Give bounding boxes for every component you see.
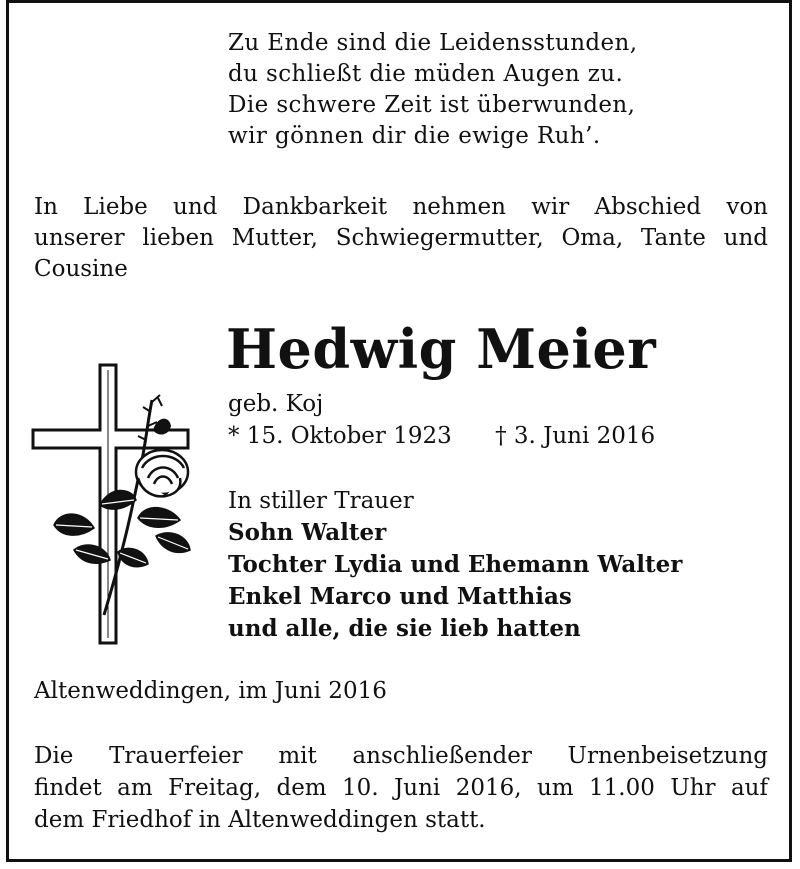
funeral-line: Die Trauerfeier mit anschließender Urnenbeisetzung [34, 743, 768, 769]
place-date: Altenweddingen, im Juni 2016 [34, 678, 387, 704]
intro-text [34, 192, 768, 285]
deceased-name: Hedwig Meier [226, 317, 657, 381]
mourner-line: und alle, die sie lieb hatten [228, 615, 581, 642]
mourners-intro: In stiller Trauer [228, 488, 414, 514]
intro-line: Cousine [34, 256, 128, 282]
birth-name: geb. Koj [228, 391, 324, 417]
funeral-line: dem Friedhof in Altenweddingen statt. [34, 807, 486, 833]
mourner-line: Sohn Walter [228, 519, 387, 546]
mourners [228, 485, 682, 645]
cross-with-rose-icon [30, 360, 200, 650]
death-date: † 3. Juni 2016 [495, 423, 656, 449]
funeral-line: findet am Freitag, dem 10. Juni 2016, um 11.00 Uhr auf [34, 775, 768, 801]
life-dates [228, 421, 655, 452]
poem-line: du schließt die müden Augen zu. [228, 61, 624, 87]
poem [228, 28, 637, 152]
intro-line: unserer lieben Mutter, Schwiegermutter, Oma, Tante und [34, 225, 768, 251]
poem-line: wir gönnen dir die ewige Ruh’. [228, 123, 601, 149]
poem-line: Zu Ende sind die Leidensstunden, [228, 30, 638, 56]
birth-date: * 15. Oktober 1923 [228, 423, 452, 449]
poem-line: Die schwere Zeit ist überwunden, [228, 92, 636, 118]
intro-line: In Liebe und Dankbarkeit nehmen wir Abschied von [34, 194, 768, 220]
mourner-line: Enkel Marco und Matthias [228, 583, 572, 610]
mourner-line: Tochter Lydia und Ehemann Walter [228, 551, 683, 578]
funeral-info [34, 740, 768, 836]
